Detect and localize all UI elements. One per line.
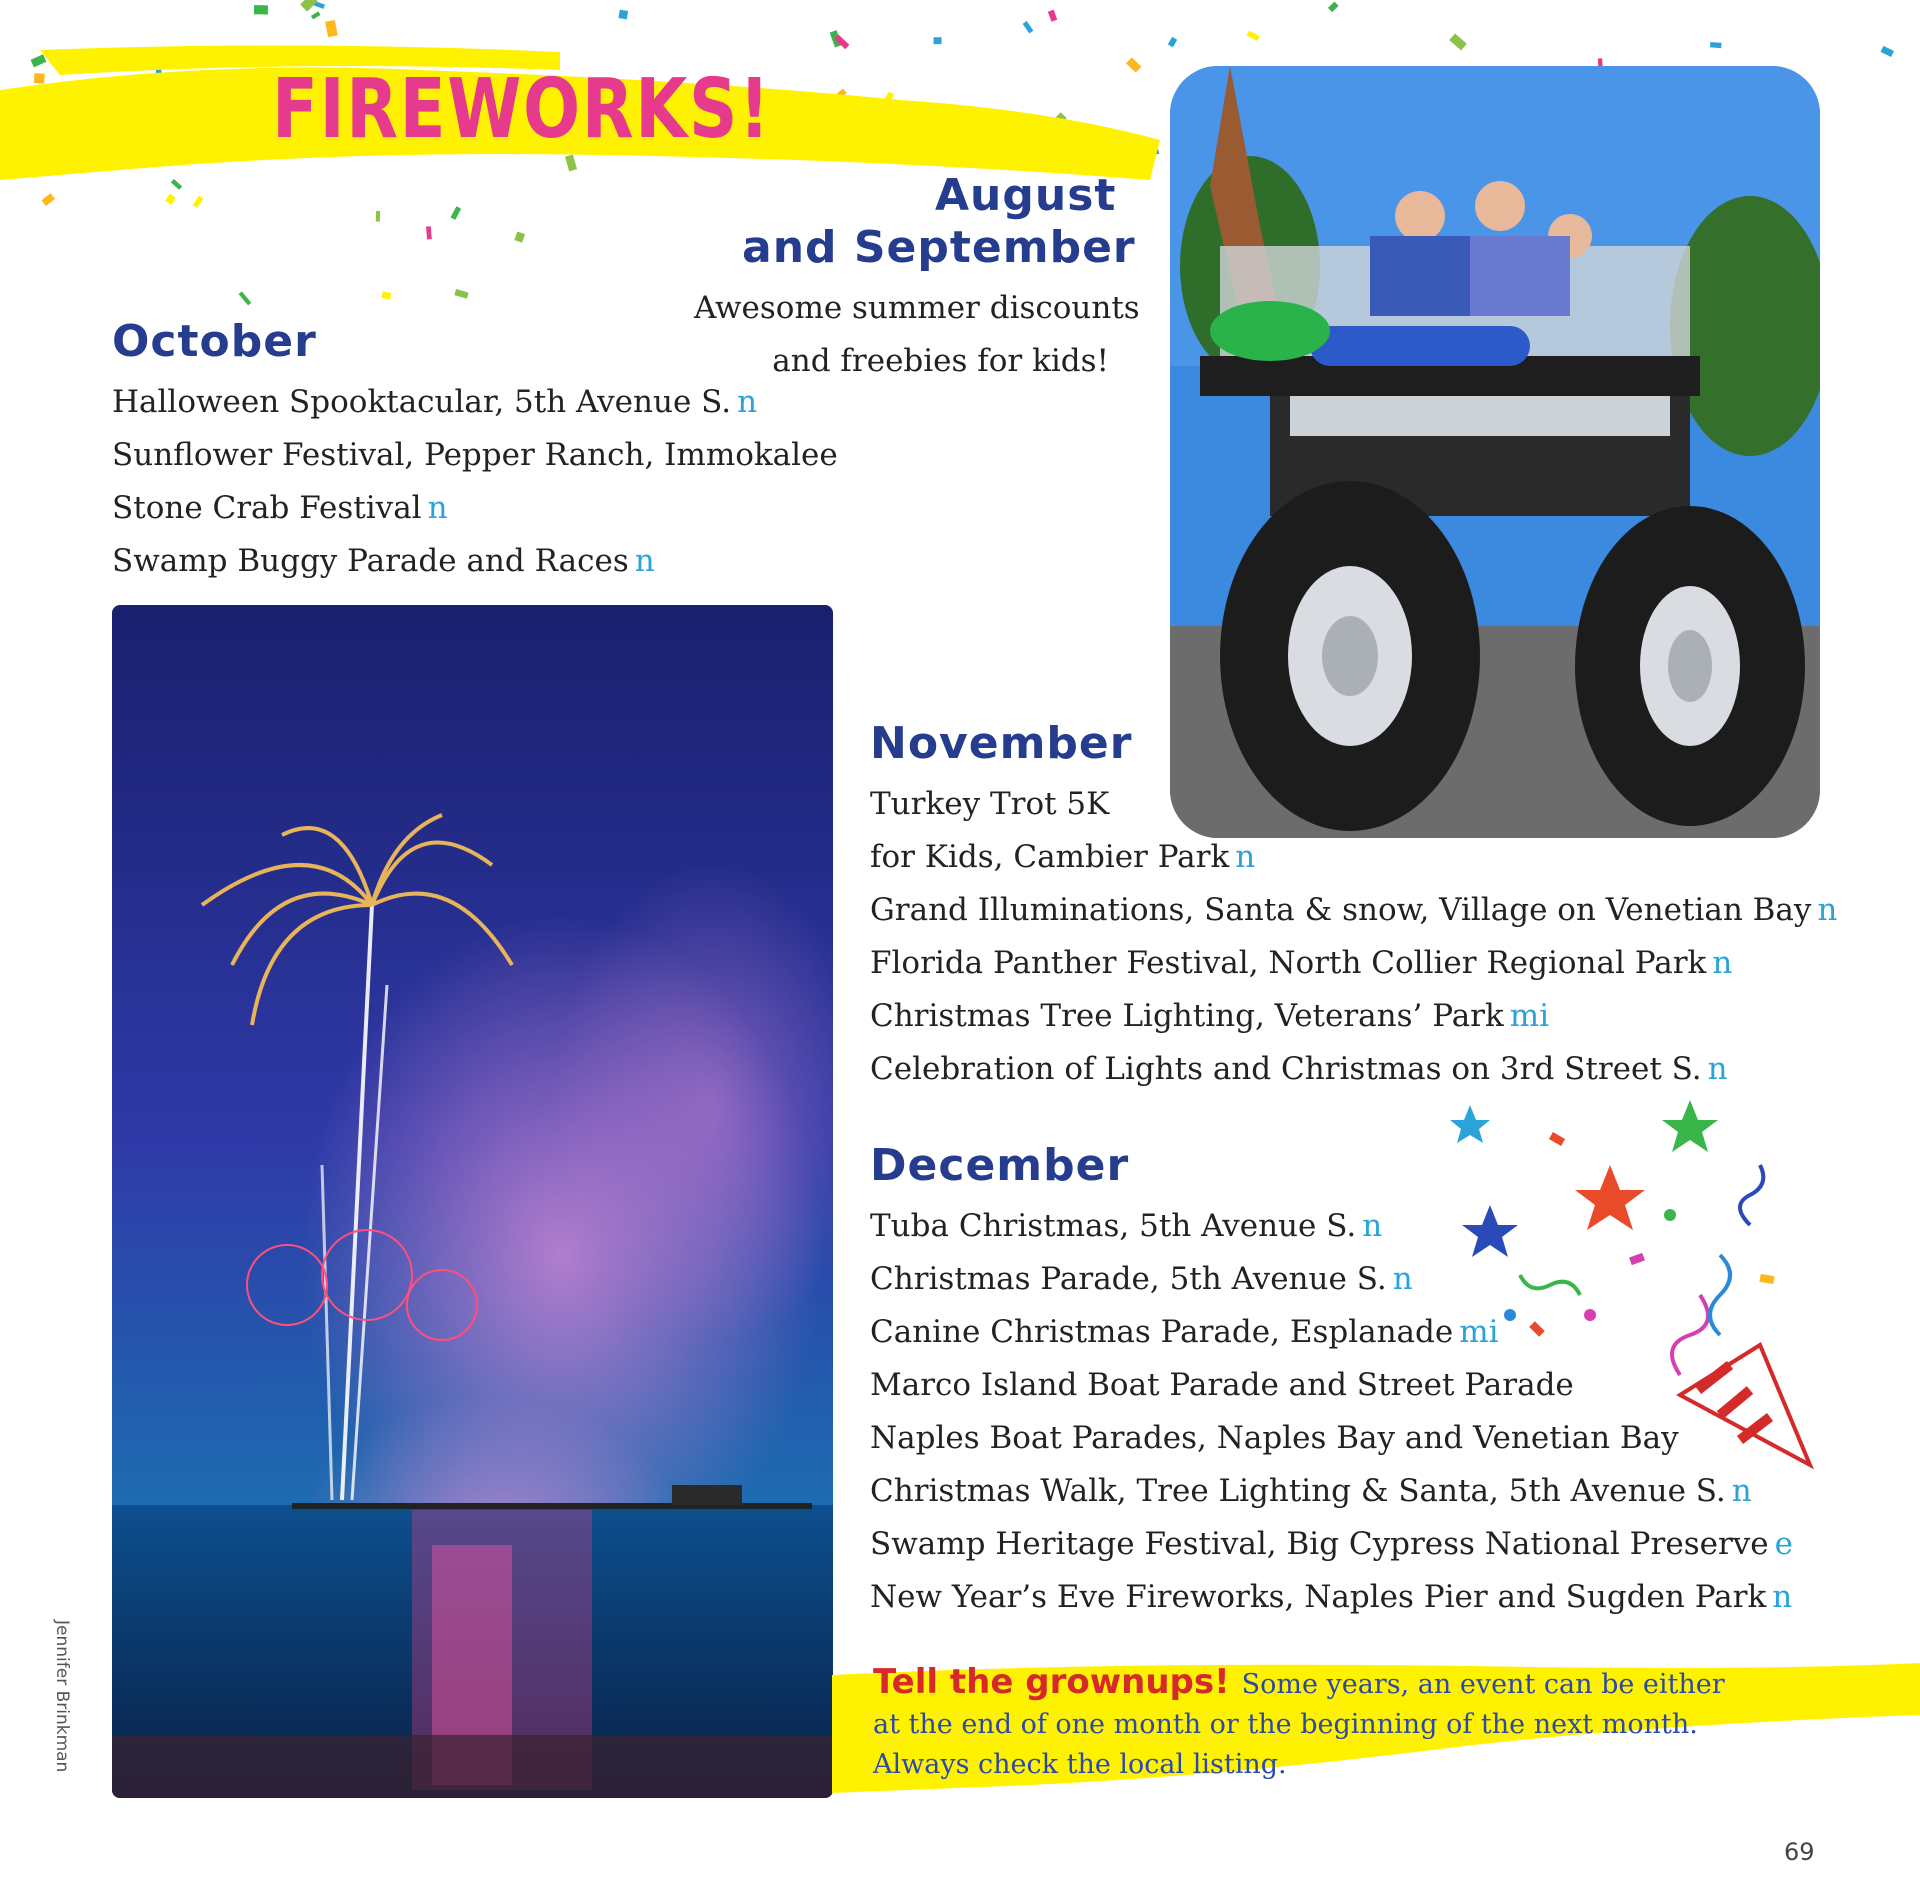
confetti-piece: [426, 226, 432, 239]
december-list: [870, 1200, 1793, 1624]
list-item: Turkey Trot 5K: [870, 786, 1110, 822]
confetti-piece: [165, 194, 176, 205]
list-item: Naples Boat Parades, Naples Bay and Venetian Bay: [870, 1420, 1679, 1456]
confetti-piece: [1247, 31, 1260, 41]
confetti-piece: [1449, 33, 1467, 50]
list-item: for Kids, Cambier Park n: [870, 839, 1256, 875]
confetti-piece: [239, 291, 252, 305]
list-item: Celebration of Lights and Christmas on 3rd Street S. n: [870, 1051, 1728, 1087]
confetti-piece: [41, 193, 55, 206]
confetti-piece: [1881, 46, 1894, 57]
confetti-piece: [193, 196, 204, 208]
list-item: Swamp Heritage Festival, Big Cypress National Preserve e: [870, 1526, 1793, 1562]
list-item: Swamp Buggy Parade and Races n: [112, 543, 655, 579]
october-heading: October: [112, 316, 317, 367]
november-heading: November: [870, 718, 1133, 769]
aug-heading-line2: and September: [742, 222, 1136, 273]
list-item: Canine Christmas Parade, Esplanade mi: [870, 1314, 1499, 1350]
confetti-piece: [1168, 37, 1177, 47]
confetti-piece: [1048, 10, 1057, 22]
confetti-piece: [311, 11, 321, 19]
confetti-piece: [454, 289, 468, 299]
list-item: Tuba Christmas, 5th Avenue S. n: [870, 1208, 1383, 1244]
confetti-piece: [514, 231, 525, 242]
list-item: Grand Illuminations, Santa & snow, Village on Venetian Bay n: [870, 892, 1838, 928]
aug-text-line2: and freebies for kids!: [772, 343, 1109, 379]
confetti-piece: [1328, 2, 1339, 13]
page-title: FIREWORKS!: [272, 62, 772, 157]
list-item: Sunflower Festival, Pepper Ranch, Immokalee: [112, 437, 838, 473]
november-list: [870, 778, 1837, 1096]
list-item: Marco Island Boat Parade and Street Parade: [870, 1367, 1574, 1403]
confetti-piece: [381, 291, 391, 299]
aug-text-line1: Awesome summer discounts: [694, 290, 1140, 326]
tip-line3: Always check the local listing.: [873, 1749, 1287, 1780]
december-heading: December: [870, 1140, 1130, 1191]
list-item: Christmas Tree Lighting, Veterans’ Park mi: [870, 998, 1550, 1034]
tip-box: [873, 1662, 1813, 1785]
confetti-piece: [618, 10, 628, 20]
swamp-buggy-photo: [1170, 66, 1820, 838]
tip-heading: Tell the grownups!: [873, 1662, 1230, 1702]
october-list: [112, 376, 844, 588]
list-item: Halloween Spooktacular, 5th Avenue S. n: [112, 384, 758, 420]
list-item: Christmas Walk, Tree Lighting & Santa, 5th Avenue S. n: [870, 1473, 1752, 1509]
list-item: Christmas Parade, 5th Avenue S. n: [870, 1261, 1413, 1297]
list-item: Stone Crab Festival n: [112, 490, 448, 526]
list-item: Florida Panther Festival, North Collier Regional Park n: [870, 945, 1733, 981]
aug-heading-line1: August: [935, 170, 1117, 221]
tip-line1: Some years, an event can be either: [1241, 1669, 1725, 1700]
confetti-piece: [254, 5, 268, 14]
page-number: 69: [1784, 1838, 1815, 1866]
tip-line2: at the end of one month or the beginning of the next month.: [873, 1709, 1698, 1740]
confetti-piece: [376, 211, 380, 222]
list-item: New Year’s Eve Fireworks, Naples Pier and Sugden Park n: [870, 1579, 1793, 1615]
fireworks-photo: [112, 605, 833, 1798]
confetti-piece: [1710, 42, 1722, 48]
photo-credit: Jennifer Brinkman: [52, 1620, 72, 1773]
confetti-piece: [451, 206, 462, 220]
